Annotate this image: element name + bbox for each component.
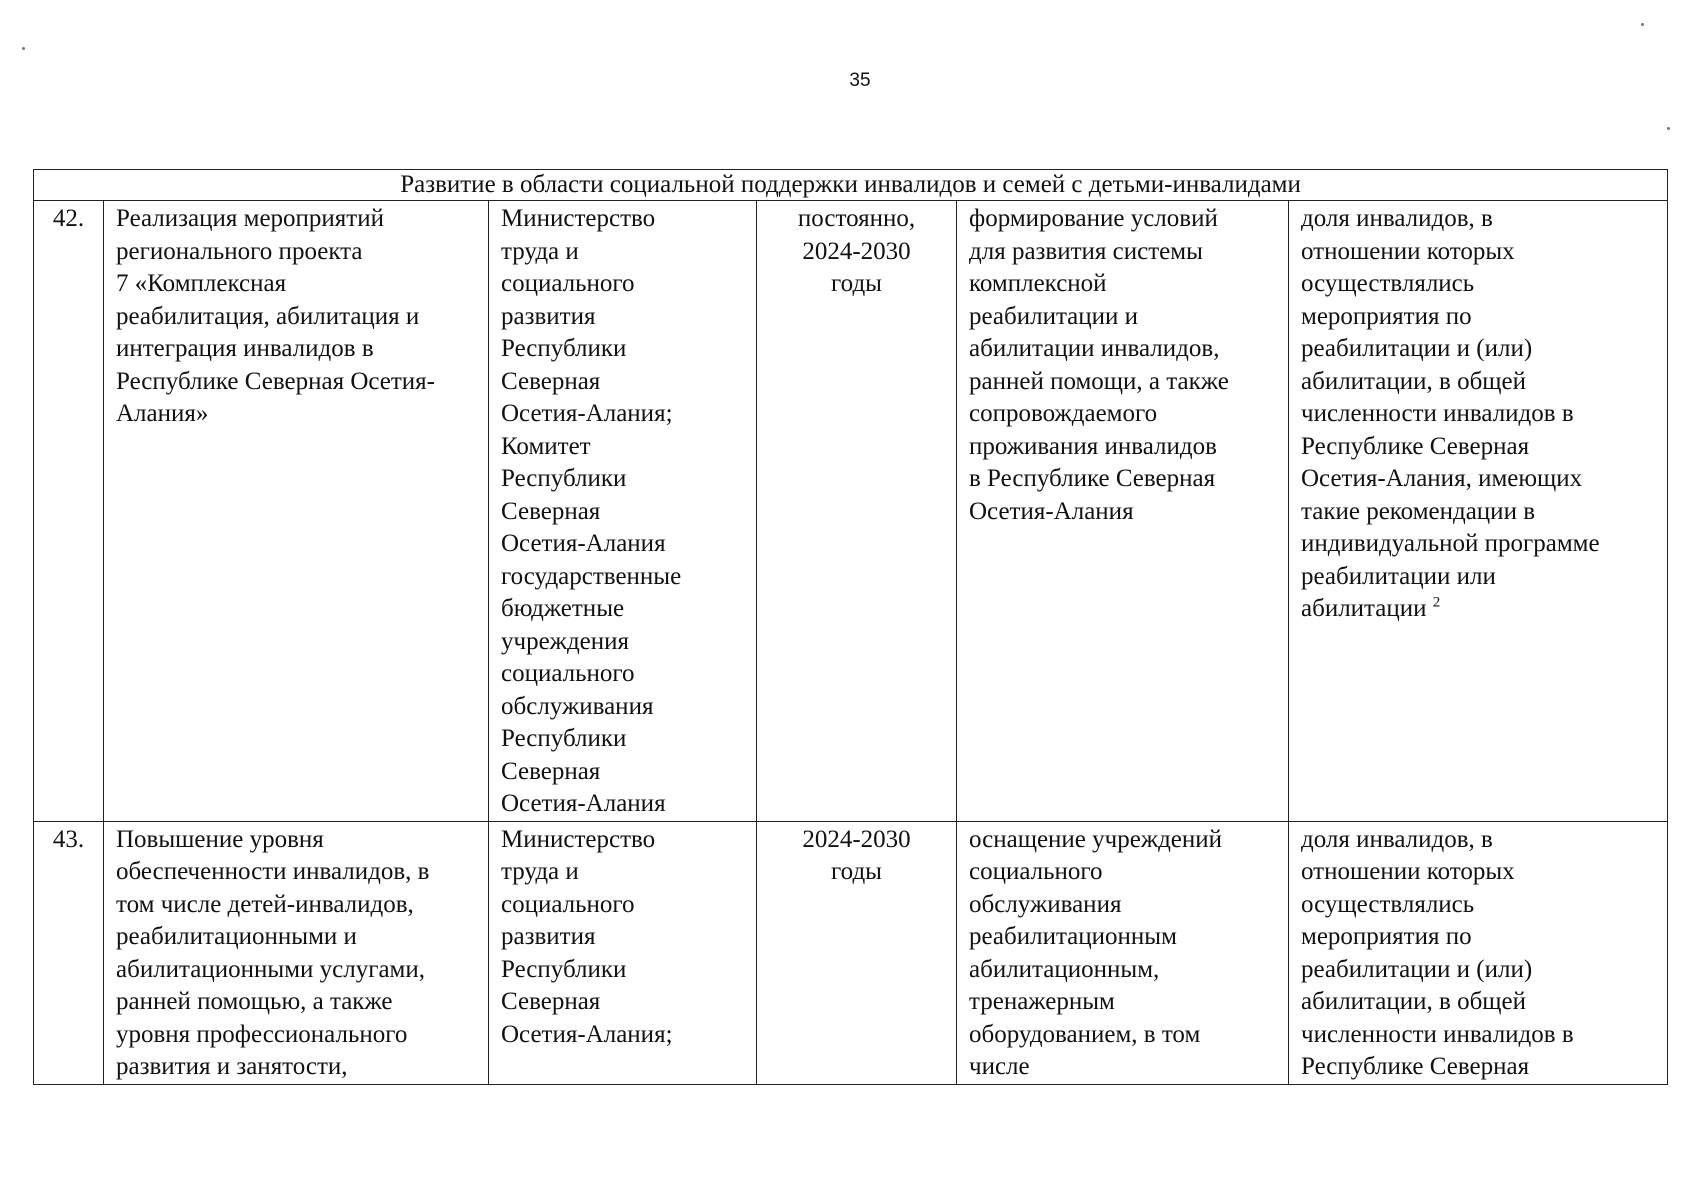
text-line: Северная bbox=[501, 988, 601, 1015]
text-line: реабилитации и (или) bbox=[1301, 955, 1533, 983]
text-line: сопровождаемого bbox=[969, 400, 1158, 427]
section-header-row bbox=[34, 170, 1668, 201]
section-title: Развитие в области социальной поддержки инвалидов и семей с детьми-инвалидами bbox=[34, 170, 1668, 201]
text-line: Республики bbox=[501, 335, 627, 362]
text-line: абилитации, в общей bbox=[1301, 988, 1527, 1015]
indicator-cell bbox=[1289, 201, 1668, 822]
text-line: уровня профессионального bbox=[116, 1020, 408, 1048]
text-line: абилитации инвалидов, bbox=[969, 335, 1220, 362]
text-line: постоянно, bbox=[797, 205, 916, 232]
executor-cell bbox=[489, 201, 757, 822]
deadline-cell bbox=[757, 821, 957, 1084]
text-line: численности инвалидов в bbox=[1301, 400, 1574, 427]
text-line: Северная bbox=[501, 757, 601, 785]
text-line: Республики bbox=[501, 465, 627, 492]
indicator-cell bbox=[1289, 821, 1668, 1084]
text-line: социального bbox=[501, 660, 635, 687]
text-line: Реализация мероприятий bbox=[116, 205, 384, 232]
text-line: государственные bbox=[501, 562, 682, 590]
text-line: интеграция инвалидов в bbox=[116, 335, 374, 362]
text-line: 2024-2030 bbox=[802, 237, 911, 265]
text-line: социального bbox=[501, 890, 635, 918]
row-number: 43. bbox=[34, 821, 104, 1084]
text-line: проживания инвалидов bbox=[969, 432, 1217, 460]
text-line: бюджетные bbox=[501, 595, 625, 622]
text-line: реабилитации и bbox=[969, 302, 1139, 330]
text-line: развития bbox=[501, 302, 596, 330]
text-line: учреждения bbox=[501, 627, 630, 655]
text-line: числе bbox=[969, 1053, 1030, 1080]
text-line: для развития системы bbox=[969, 237, 1203, 265]
text-line: Осетия-Алания, имеющих bbox=[1301, 465, 1583, 492]
text-line: доля инвалидов, в bbox=[1301, 205, 1493, 232]
text-line: осуществлялись bbox=[1301, 890, 1475, 918]
text-line: труда и bbox=[501, 858, 579, 885]
text-line: Осетия-Алания bbox=[501, 530, 666, 557]
text-line: Министерство bbox=[501, 825, 656, 853]
table-row bbox=[34, 201, 1668, 822]
text-line: Осетия-Алания; bbox=[501, 1020, 673, 1048]
text-line: оборудованием, в том bbox=[969, 1020, 1201, 1048]
text-line: Повышение уровня bbox=[116, 825, 324, 853]
text-line: тренажерным bbox=[969, 988, 1115, 1015]
text-line: такие рекомендации в bbox=[1301, 497, 1535, 525]
text-line: ранней помощью, а также bbox=[116, 988, 393, 1015]
text-line: развития bbox=[501, 923, 596, 950]
text-line: формирование условий bbox=[969, 205, 1218, 232]
text-line: Северная bbox=[501, 367, 601, 395]
text-line: Республике Северная Осетия- bbox=[116, 367, 435, 395]
text-line: Осетия-Алания bbox=[969, 497, 1134, 525]
text-line: Комитет bbox=[501, 432, 591, 460]
text-line: абилитационным, bbox=[969, 955, 1160, 983]
text-line: Осетия-Алания; bbox=[501, 400, 673, 427]
text-line: годы bbox=[831, 270, 882, 297]
text-line: Республики bbox=[501, 725, 627, 752]
text-line: численности инвалидов в bbox=[1301, 1020, 1574, 1048]
text-line: абилитации bbox=[1301, 595, 1427, 622]
text-line: Северная bbox=[501, 497, 601, 525]
table-row bbox=[34, 821, 1668, 1084]
text-line: реабилитации и (или) bbox=[1301, 335, 1533, 362]
text-line: развития и занятости, bbox=[116, 1053, 348, 1080]
text-line: Алания» bbox=[116, 400, 209, 427]
text-line: Республике Северная bbox=[1301, 1053, 1530, 1080]
text-line: Республики bbox=[501, 955, 627, 983]
footnote-marker: 2 bbox=[1432, 594, 1441, 611]
scan-speck bbox=[1667, 127, 1670, 130]
text-line: мероприятия по bbox=[1301, 302, 1472, 330]
text-line: Министерство bbox=[501, 205, 656, 232]
text-line: реабилитация, абилитация и bbox=[116, 302, 420, 330]
text-line: отношении которых bbox=[1301, 858, 1515, 885]
activity-cell bbox=[104, 821, 489, 1084]
indicator-lines bbox=[1301, 203, 1659, 622]
text-line: доля инвалидов, в bbox=[1301, 825, 1493, 853]
measures-table bbox=[33, 169, 1668, 1085]
text-line: реабилитационным bbox=[969, 923, 1177, 950]
text-line: оснащение учреждений bbox=[969, 825, 1223, 853]
executor-cell bbox=[489, 821, 757, 1084]
text-line: абилитации, в общей bbox=[1301, 367, 1527, 395]
text-line: обслуживания bbox=[501, 692, 654, 720]
text-line: индивидуальной программе bbox=[1301, 530, 1600, 557]
page-number: 35 bbox=[849, 70, 871, 91]
scan-speck bbox=[1641, 23, 1644, 26]
activity-cell bbox=[104, 201, 489, 822]
scan-speck bbox=[22, 47, 25, 50]
text-line: труда и bbox=[501, 237, 579, 265]
text-line: 7 «Комплексная bbox=[116, 270, 287, 297]
text-line: ранней помощи, а также bbox=[969, 367, 1229, 395]
text-line: обеспеченности инвалидов, в bbox=[116, 858, 430, 885]
result-cell bbox=[957, 821, 1289, 1084]
text-line: социального bbox=[501, 270, 635, 297]
text-line: 2024-2030 bbox=[802, 825, 911, 853]
text-line: отношении которых bbox=[1301, 237, 1515, 265]
text-line: регионального проекта bbox=[116, 237, 363, 265]
text-line: обслуживания bbox=[969, 890, 1122, 918]
row-number: 42. bbox=[34, 201, 104, 822]
text-line: том числе детей-инвалидов, bbox=[116, 890, 414, 918]
text-line: в Республике Северная bbox=[969, 465, 1216, 492]
text-line: комплексной bbox=[969, 270, 1107, 297]
text-line: мероприятия по bbox=[1301, 923, 1472, 950]
text-line: осуществлялись bbox=[1301, 270, 1475, 297]
text-line: социального bbox=[969, 858, 1103, 885]
text-line: реабилитации или bbox=[1301, 562, 1496, 590]
deadline-cell bbox=[757, 201, 957, 822]
text-line: абилитационными услугами, bbox=[116, 955, 426, 983]
text-line: годы bbox=[831, 858, 882, 885]
result-cell bbox=[957, 201, 1289, 822]
text-line: Осетия-Алания bbox=[501, 790, 666, 817]
text-line: Республике Северная bbox=[1301, 432, 1530, 460]
text-line: реабилитационными и bbox=[116, 923, 357, 950]
